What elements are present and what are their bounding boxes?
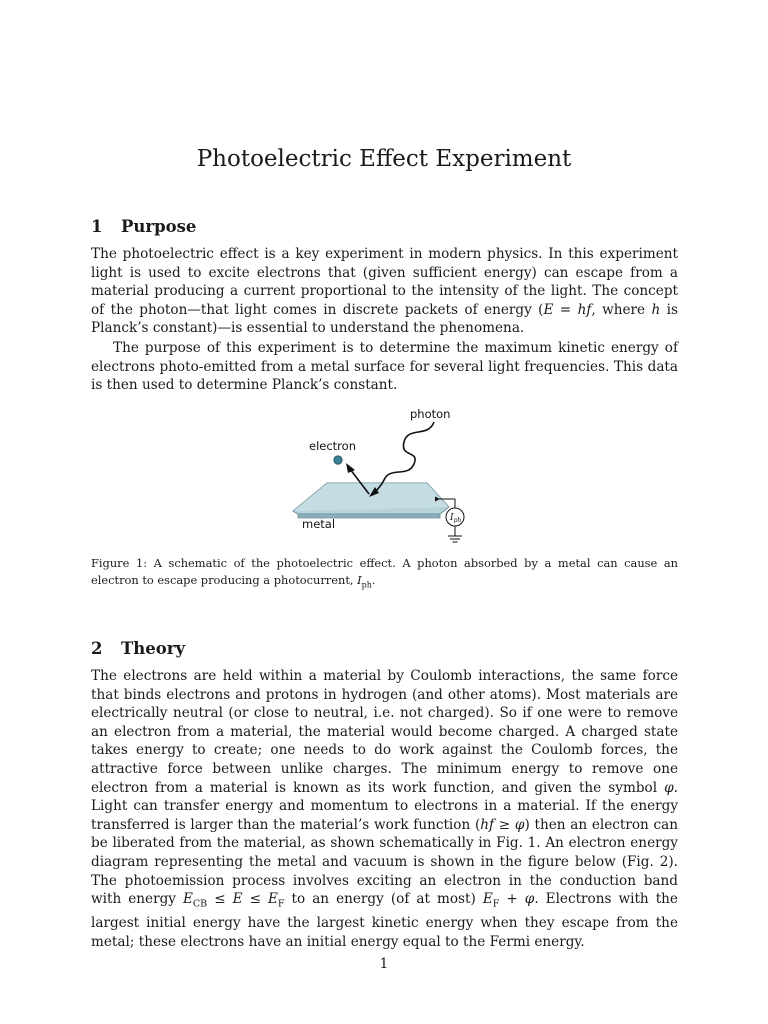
subscript: F [277, 898, 285, 910]
figure-1-caption [91, 555, 678, 593]
caption-symbol: I [357, 572, 362, 587]
text-run: to an energy (of at most) [284, 891, 483, 908]
electron-label: electron [309, 439, 356, 453]
symbol: h [651, 301, 661, 318]
section-number: 1 [91, 217, 103, 236]
formula: hf ≥ φ [480, 816, 525, 833]
caption-text: . [371, 572, 376, 587]
metal-plate-highlight [293, 483, 449, 511]
section-title: Purpose [121, 217, 197, 236]
symbol: φ [664, 779, 674, 796]
electron-arrowhead [346, 463, 355, 473]
text-run: The electrons are held within a material by Coulomb interactions, the same force that binds electrons and protons in hydrogen (and other atoms). Most materials are electrically neutral (or close to neutral, i.e. not charged). So if one were to remove an electron from a material, the material would become charged. A charged state takes energy to create; one needs to do work against the Coulomb forces, the attractive force between unlike charges. The minimum energy to remove one electron from a material is known as its work function, and given the symbol [91, 668, 678, 796]
ammeter-label: $I_{ph}$ [450, 513, 462, 524]
purpose-paragraph-1 [91, 245, 678, 338]
section-title: Theory [121, 639, 186, 658]
photoelectric-schematic-figure [290, 402, 480, 552]
text-run: ) then an electron can be liberated from the material, as shown schematically in Fig. 1. An electron energy diagram representing the metal and vacuum is shown in the figure below (Fig. 2). The photoemission process involves exciting an electron in the conduction band with energy [91, 816, 678, 908]
symbol: E [182, 891, 193, 908]
purpose-paragraph-2: The purpose of this experiment is to determine the maximum kinetic energy of electrons photo-emitted from a metal surface for several light frequencies. This data is then used to determine Planck’s constant. [91, 340, 678, 394]
formula: E = hf [543, 301, 592, 318]
symbol: E [482, 891, 493, 908]
document-title: Photoelectric Effect Experiment [196, 146, 572, 172]
formula: ≤ E ≤ E [207, 891, 278, 908]
subscript: CB [192, 898, 208, 910]
section-heading-purpose [91, 217, 196, 236]
text-run: . Electrons with the largest initial energy have the largest kinetic energy when they escape from the metal; these electrons have an initial energy equal to the Fermi energy. [91, 891, 678, 951]
text-run: , where [591, 301, 652, 318]
formula: + φ [499, 891, 535, 908]
page-number: 1 [379, 956, 389, 972]
section-heading-theory [91, 639, 185, 658]
caption-text: Figure 1: A schematic of the photoelectric effect. A photon absorbed by a metal can cause an electron to escape producing a photocurrent, [91, 556, 678, 587]
caption-subscript: ph [361, 579, 372, 589]
photon-label: photon [410, 407, 451, 421]
section-number: 2 [91, 639, 103, 658]
theory-paragraph-1 [91, 667, 678, 952]
subscript: F [492, 898, 500, 910]
text-run: is Planck’s constant)—is essential to understand the phenomena. [91, 301, 678, 337]
electron-dot [334, 456, 342, 464]
text-run: The photoelectric effect is a key experiment in modern physics. In this experiment light is used to excite electrons that (given sufficient energy) can escape from a material producing a current proportional to the intensity of the light. The concept of the photon—that light comes in discrete packets of energy ( [91, 246, 678, 318]
metal-label: metal [302, 517, 336, 531]
text-run: . Light can transfer energy and momentum to electrons in a material. If the energy transferred is larger than the material’s work function ( [91, 779, 678, 833]
